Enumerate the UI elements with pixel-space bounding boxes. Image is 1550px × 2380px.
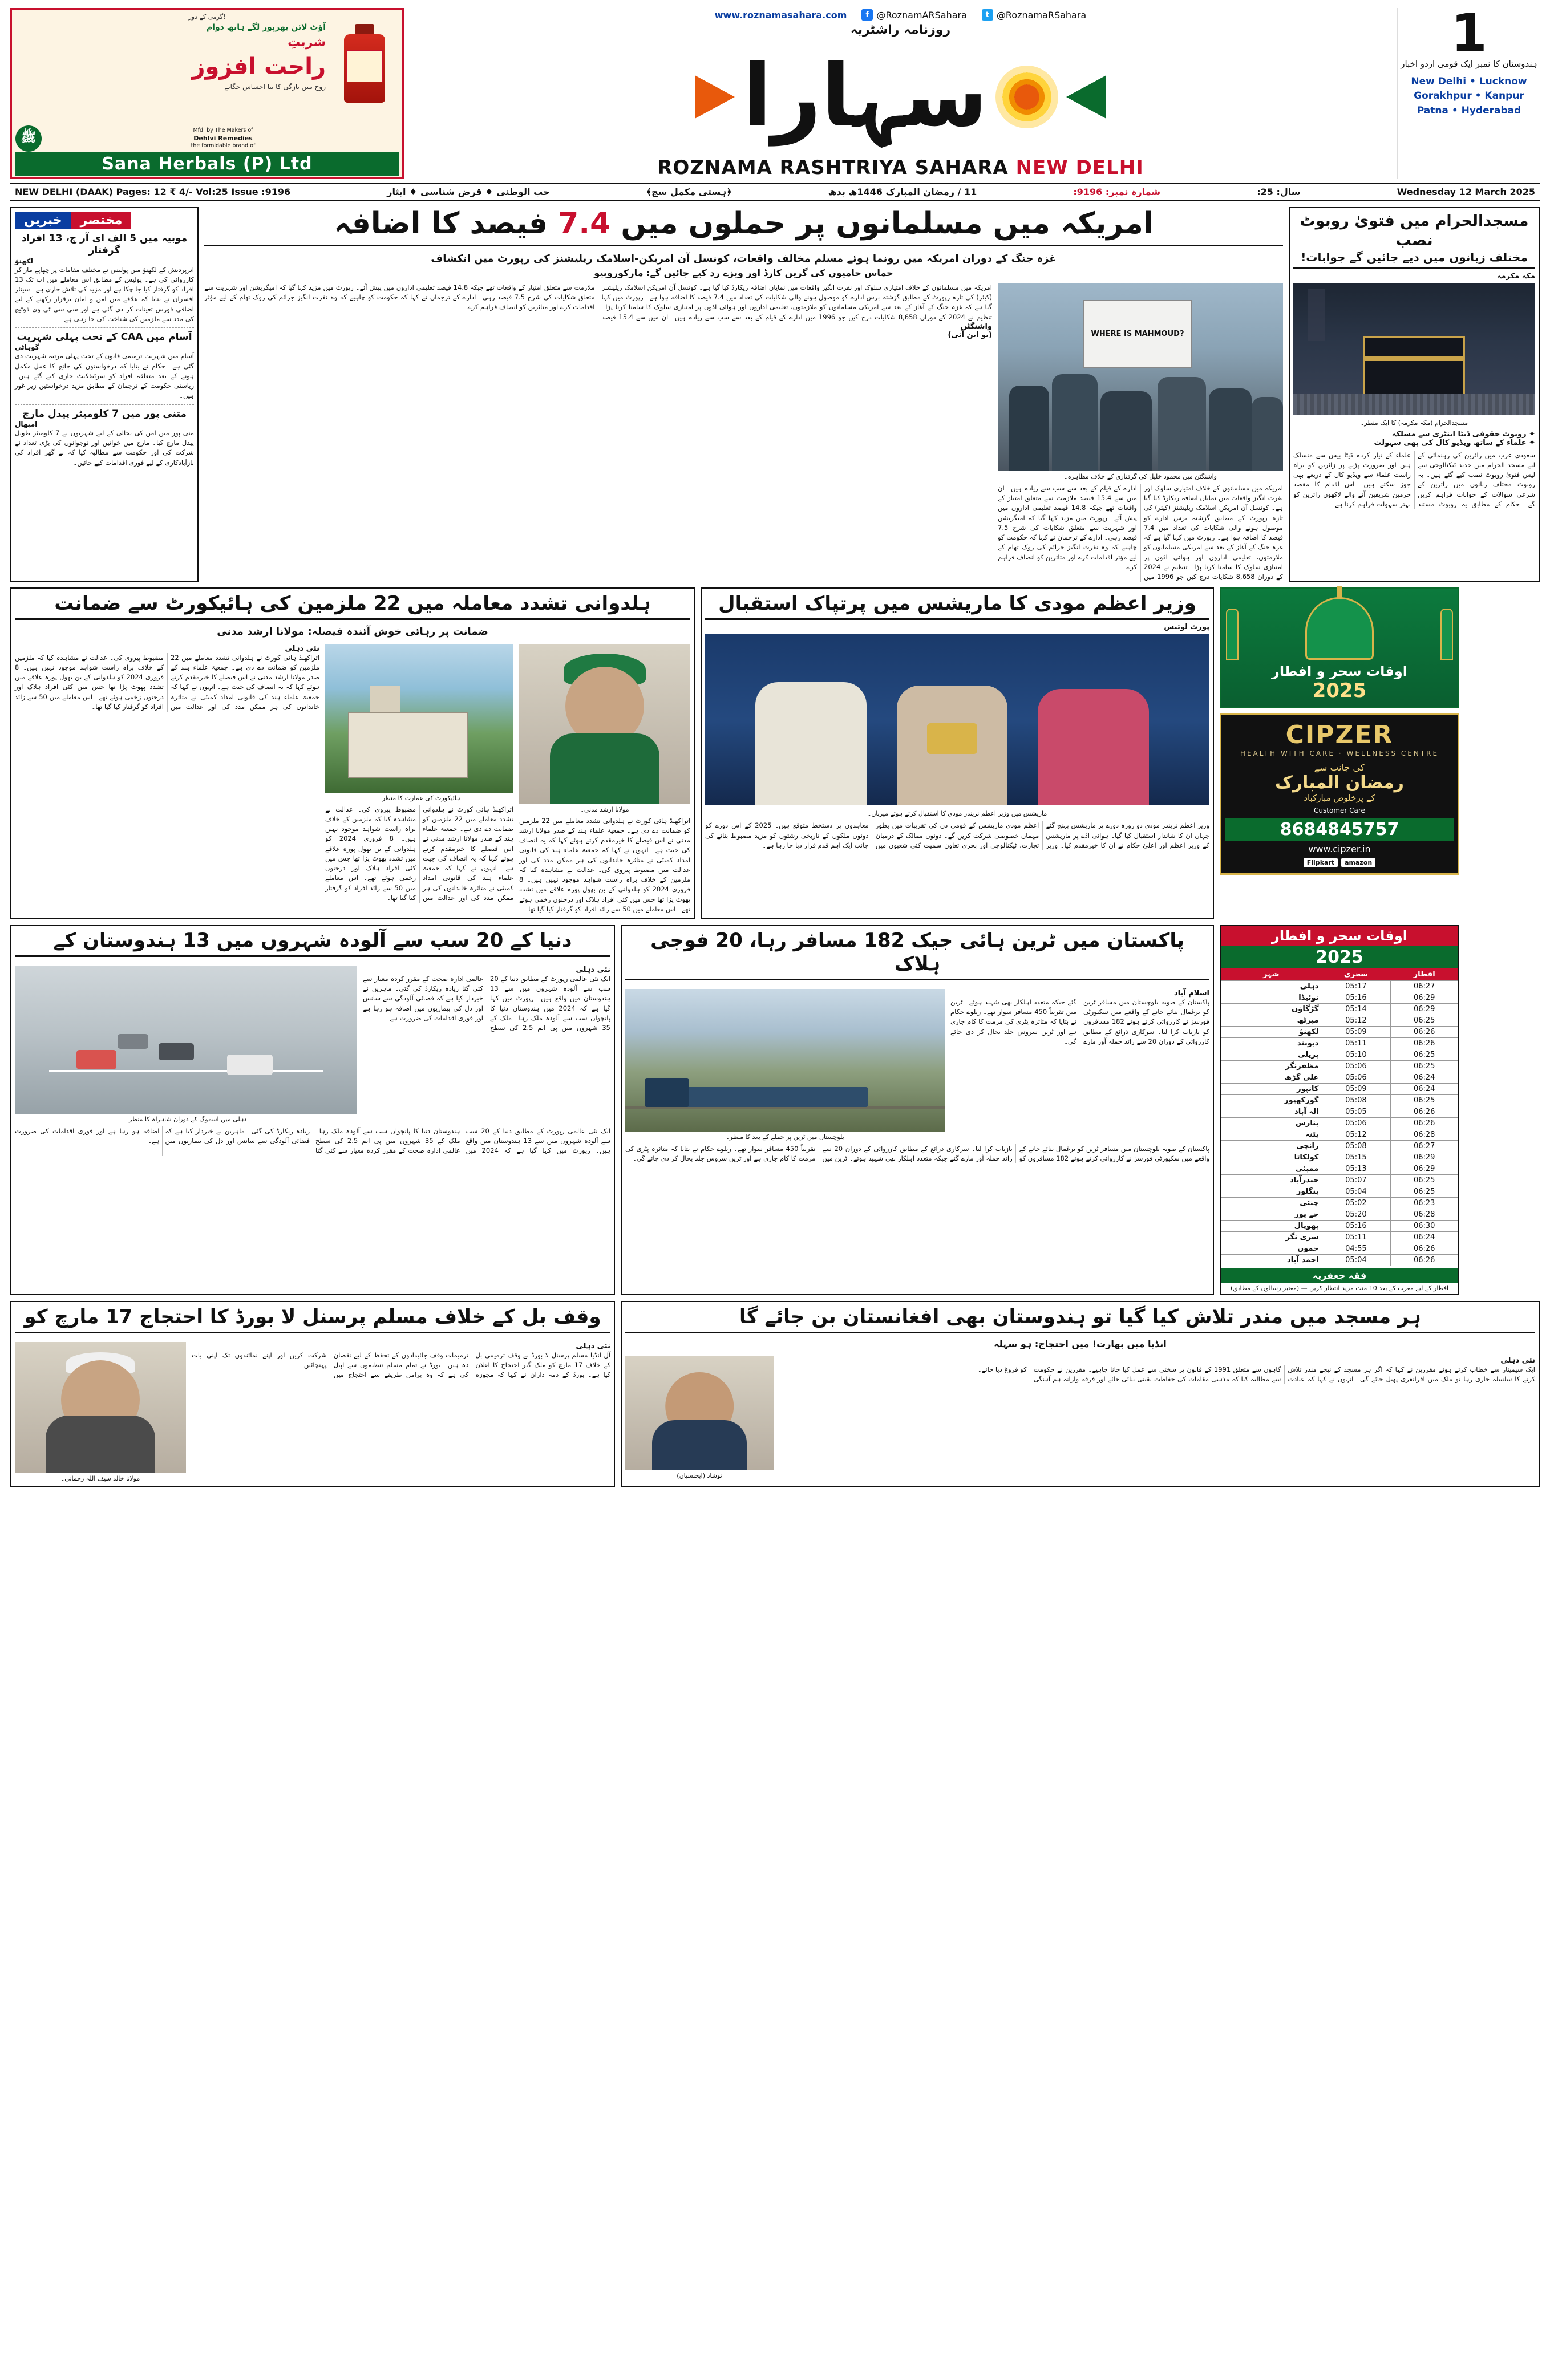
fiqh-note: افطار کے لیے مغرب کے بعد 10 منٹ مزید انتظار کریں — (معتبر رسالوں کے مطابق) [1221, 1283, 1458, 1294]
divider [1293, 267, 1535, 269]
waqf-dateline: نئی دہلی [576, 1341, 610, 1351]
sehri-time: 05:09 [1321, 1027, 1391, 1038]
brief-title: موبیہ میں 5 الف ای آر چ، 13 افراد گرفتار [21, 233, 188, 257]
iftar-time: 06:29 [1391, 1163, 1458, 1175]
city-name: گورکھپور [1221, 1095, 1321, 1106]
iftar-time: 06:26 [1391, 1118, 1458, 1129]
fiqh-title: فقہ جعفریہ [1221, 1268, 1458, 1283]
robot-body: سعودی عرب میں زائرین کی رہنمائی کے لیے مسجد الحرام میں جدید ٹیکنالوجی سے لیس فتویٰ روبوٹ نصب کیے گئے ہیں۔ یہ روبوٹ مختلف زبانوں میں زائرین کے شرعی سوالات کے جوابات فراہم کریں گے۔ حکام کے مطابق یہ روبوٹ مستند علماء کے تیار کردہ ڈیٹا بیس سے منسلک ہیں اور ضرورت پڑنے پر زائرین کو براہ راست علماء سے ویڈیو کال کے ذریعے بھی جوڑ سکتے ہیں۔ اس اقدام کا مقصد حرمین شریفین آنے والے لاکھوں زائرین کو بہتر سہولت فراہم کرنا ہے۔ [1293, 451, 1535, 508]
divider [705, 618, 1209, 620]
sehri-time: 05:14 [1321, 1004, 1391, 1015]
sehri-time: 04:55 [1321, 1243, 1391, 1255]
website-link[interactable]: www.roznamasahara.com [714, 9, 847, 21]
haldwani-bail-story[interactable] [10, 587, 695, 919]
sehri-time: 05:13 [1321, 1163, 1391, 1175]
speaker-portrait [625, 1356, 774, 1470]
sehri-banner-title: اوقات سحر و افطار [1272, 663, 1407, 680]
divider [15, 1332, 610, 1333]
train-dateline: اسلام آباد [1173, 988, 1209, 998]
sehri-time: 05:05 [1321, 1106, 1391, 1118]
edition-motto-2: ﴿ہستی مکمل سچ﴾ [646, 186, 732, 197]
col-iftar: افطار [1391, 968, 1458, 981]
table-row [1221, 1027, 1458, 1038]
sehri-time: 05:16 [1321, 992, 1391, 1004]
train-photo [625, 989, 945, 1132]
pollution-headline: دنیا کے 20 سب سے آلودہ شہروں میں 13 ہندوستان کے [53, 929, 572, 952]
lead-dateline: واشنگٹن [960, 322, 992, 331]
prayer-timetable [1220, 925, 1459, 1295]
table-row [1221, 1221, 1458, 1232]
sehri-time: 05:20 [1321, 1209, 1391, 1221]
brief-body: اترپردیش کے لکھنؤ میں پولیس نے مختلف مقامات پر چھاپے مار کر کارروائی کی ہے۔ پولیس کے مطابق اس معاملے میں اب تک 13 افراد کو گرفتار کیا جا چکا ہے اور مزید کی تلاش جاری ہے۔ سینئر افسران نے بتایا کہ علاقے میں امن و امان برقرار رکھنے کے لیے اضافی فورس تعینات کر دی گئی ہے اور سی سی ٹی وی فوٹیج کی مدد سے ملزمین کی شناخت کی جا رہی ہے۔ [15, 265, 194, 323]
masjid-sub: انڈیا میں بھارت! میں احتجاج: ہو سہلہ [994, 1338, 1167, 1349]
city-name: میرٹھ [1221, 1015, 1321, 1027]
divider [204, 245, 1283, 246]
iftar-time: 06:26 [1391, 1106, 1458, 1118]
city-name: بریلی [1221, 1049, 1321, 1061]
cities-line-1: New Delhi • Lucknow [1411, 75, 1527, 87]
table-row [1221, 1072, 1458, 1084]
pollution-body: ایک نئی عالمی رپورٹ کے مطابق دنیا کے 20 سب سے آلودہ شہروں میں سے 13 ہندوستان میں واقع ہیں۔ رپورٹ میں کہا گیا ہے کہ 2024 میں ہندوستان دنیا کا پانچواں سب سے آلودہ ملک رہا۔ ملک کے 35 شہروں میں پی ایم 2.5 کی سطح عالمی ادارہ صحت کے مقرر کردہ معیار سے کئی گنا زیادہ ریکارڈ کی گئی۔ ماہرین نے خبردار کیا ہے کہ فضائی آلودگی سے سانس اور دل کی بیماریوں میں اضافہ ہو رہا ہے اور فوری اقدامات کی ضرورت ہے۔ [363, 974, 610, 1032]
sehri-time: 05:06 [1321, 1072, 1391, 1084]
sehri-time: 05:07 [1321, 1175, 1391, 1186]
robot-bullet-1: ✦ روبوٹ حقوقی ڈیٹا اینٹری سے مسلکہ [1391, 429, 1535, 439]
iftar-time: 06:25 [1391, 1015, 1458, 1027]
iftar-time: 06:24 [1391, 1072, 1458, 1084]
robot-fatwa-story[interactable] [1289, 207, 1540, 582]
masjid-dateline: نئی دہلی [1500, 1356, 1535, 1365]
iftar-time: 06:28 [1391, 1209, 1458, 1221]
sehri-iftar-banner [1220, 587, 1459, 708]
ad-tagline: روح میں تازگی کا نیا احساس جگانے [224, 83, 326, 91]
iftar-time: 06:26 [1391, 1038, 1458, 1049]
iftar-time: 06:26 [1391, 1255, 1458, 1266]
lead-headline [204, 207, 1283, 241]
iftar-time: 06:25 [1391, 1175, 1458, 1186]
fourth-section [10, 1301, 1540, 1487]
sehri-time: 05:10 [1321, 1049, 1391, 1061]
kaaba-photo [1293, 283, 1535, 415]
sehri-time: 05:12 [1321, 1015, 1391, 1027]
iftar-time: 06:26 [1391, 1027, 1458, 1038]
robot-subhead: مختلف زبانوں میں دیے جائیں گے جوابات! [1301, 250, 1528, 264]
city-name: لکھنؤ [1221, 1027, 1321, 1038]
sehri-time: 05:15 [1321, 1152, 1391, 1163]
city-name: رانچی [1221, 1141, 1321, 1152]
brief-dateline: امپھال [15, 420, 38, 428]
divider [625, 1332, 1535, 1333]
bail-body-continued: اتراکھنڈ ہائی کورٹ نے ہلدوانی تشدد معاملے میں 22 ملزمین کو ضمانت دے دی ہے۔ جمعیۃ علماء ہند کے صدر مولانا ارشد مدنی نے اس فیصلے کا خیرمقدم کرتے ہوئے کہا کہ یہ انصاف کی جیت ہے۔ انہوں نے کہا کہ جمعیۃ علماء ہند کی قانونی امداد کمیٹی نے متاثرہ خاندانوں کی ہر ممکن مدد کی اور عدالت میں مضبوط پیروی کی۔ عدالت نے مشاہدہ کیا کہ ملزمین کے خلاف براہ راست شواہد موجود نہیں ہیں۔ 8 فروری 2024 کو ہلدوانی کے بن بھول پورہ علاقے میں تشدد پھوٹ پڑا تھا جس میں کئی افراد ہلاک اور درجنوں زخمی ہوئے تھے۔ اس معاملے میں 50 سے زائد افراد کو گرفتار کیا گیا تھا۔ [325, 805, 513, 902]
cities-line-2: Gorakhpur • Kanpur [1414, 90, 1524, 102]
sehri-time: 05:02 [1321, 1198, 1391, 1209]
table-row [1221, 1198, 1458, 1209]
table-row [1221, 1015, 1458, 1027]
edition-info-bar [10, 183, 1540, 201]
table-row [1221, 1118, 1458, 1129]
lead-body: امریکہ میں مسلمانوں کے خلاف امتیازی سلوک اور نفرت انگیز واقعات میں نمایاں اضافہ ریکارڈ کیا گیا ہے۔ کونسل آن امریکن اسلامک ریلیشنز (کیئر) کی تازہ رپورٹ کے مطابق گزشتہ برس ادارے کو موصول ہونے والی شکایات کی تعداد میں 7.4 فیصد کا اضافہ ہوا ہے۔ رپورٹ میں کہا گیا ہے کہ غزہ جنگ کے آغاز کے بعد سے امریکی مسلمانوں کو ملازمتوں، تعلیمی اداروں اور ہوائی اڈوں پر امتیازی سلوک کا سامنا کرنا پڑا۔ تنظیم نے 2024 کے دوران 8,658 شکایات درج کیں جو 1996 میں ادارے کے قیام کے بعد سے سب سے زیادہ ہیں۔ ان میں سے 15.4 فیصد ملازمت سے متعلق امتیاز کے واقعات تھے جبکہ 14.8 فیصد تعلیمی اداروں میں پیش آئے۔ رپورٹ میں مزید کہا گیا کہ امیگریشن اور شہریت سے متعلق شکایات کی شرح 7.5 فیصد رہی۔ ادارے کے ترجمان نے کہا کہ حکومت کو چاہیے کہ وہ نفرت انگیز جرائم کی روک تھام کے لیے مؤثر اقدامات کرے اور متاثرین کو انصاف فراہم کرے۔ [204, 283, 993, 321]
masjid-mandir-story[interactable] [621, 1301, 1540, 1487]
modi-photo [705, 634, 1209, 805]
table-row [1221, 992, 1458, 1004]
col-city: شہر [1221, 968, 1321, 981]
edition-left-info: NEW DELHI (DAAK) Pages: 12 ₹ 4/- Vol:25 Issue :9196 [15, 186, 291, 197]
madani-photo-caption: مولانا ارشد مدنی۔ [580, 805, 629, 813]
brief-body: منی پور میں امن کی بحالی کے لیے شہریوں نے 7 کلومیٹر طویل پیدل مارچ کیا۔ مارچ میں خواتین اور نوجوانوں کی بڑی تعداد نے شرکت کی اور حکومت سے مطالبہ کیا کہ بے گھر افراد کی بازآبادکاری کے لیے فوری اقدامات کیے جائیں۔ [15, 428, 194, 467]
divider [15, 955, 610, 957]
cipzer-care-label: Customer Care [1314, 806, 1365, 815]
pollution-body-continued: ایک نئی عالمی رپورٹ کے مطابق دنیا کے 20 سب سے آلودہ شہروں میں سے 13 ہندوستان میں واقع ہیں۔ رپورٹ میں کہا گیا ہے کہ 2024 میں ہندوستان دنیا کا پانچواں سب سے آلودہ ملک رہا۔ ملک کے 35 شہروں میں پی ایم 2.5 کی سطح عالمی ادارہ صحت کے مقرر کردہ معیار سے کئی گنا زیادہ ریکارڈ کی گئی۔ ماہرین نے خبردار کیا ہے کہ فضائی آلودگی سے سانس اور دل کی بیماریوں میں اضافہ ہو رہا ہے اور فوری اقدامات کی ضرورت ہے۔ [15, 1126, 611, 1155]
table-row [1221, 1255, 1458, 1266]
pollution-dateline: نئی دہلی [576, 965, 610, 974]
ad-line-1: آؤٹ لائن بھرپور لگے ہاتھ دوام [206, 23, 326, 32]
brief-dateline: لکھنؤ [15, 257, 33, 265]
pollution-story[interactable] [10, 925, 615, 1295]
table-row [1221, 1186, 1458, 1198]
prayer-times-table [1221, 968, 1458, 1266]
bail-body-side: اتراکھنڈ ہائی کورٹ نے ہلدوانی تشدد معاملے میں 22 ملزمین کو ضمانت دے دی ہے۔ جمعیۃ علماء ہند کے صدر مولانا ارشد مدنی نے اس فیصلے کا خیرمقدم کرتے ہوئے کہا کہ یہ انصاف کی جیت ہے۔ انہوں نے کہا کہ جمعیۃ علماء ہند کی قانونی امداد کمیٹی نے متاثرہ خاندانوں کی ہر ممکن مدد کی اور عدالت میں مضبوط پیروی کی۔ عدالت نے مشاہدہ کیا کہ ملزمین کے خلاف براہ راست شواہد موجود نہیں ہیں۔ 8 فروری 2024 کو ہلدوانی کے بن بھول پورہ علاقے میں تشدد پھوٹ پڑا تھا جس میں کئی افراد ہلاک اور درجنوں زخمی ہوئے تھے۔ اس معاملے میں 50 سے زائد افراد کو گرفتار کیا گیا تھا۔ [519, 816, 690, 913]
train-body-continued: پاکستان کے صوبہ بلوچستان میں مسافر ٹرین کو یرغمال بنائے جانے کے واقعے میں سکیورٹی فورسز نے کارروائی کرتے ہوئے 182 مسافروں کو بازیاب کرا لیا۔ سرکاری ذرائع کے مطابق کارروائی کے دوران 20 سے زائد حملہ آور مارے گئے جبکہ متعدد اہلکار بھی شہید ہوئے۔ ٹرین میں تقریباً 450 مسافر سوار تھے۔ ریلوے حکام نے بتایا کہ متاثرہ پٹری کی مرمت کا کام جاری ہے اور ٹرین سروس جلد بحال کر دی جائے گی۔ [625, 1144, 1209, 1163]
city-name: بنارس [1221, 1118, 1321, 1129]
cipzer-urdu-1: کی جانب سے [1314, 762, 1365, 773]
iftar-time: 06:24 [1391, 1232, 1458, 1243]
lead-photo-caption: واشنگٹن میں محمود خلیل کی گرفتاری کے خلاف مظاہرہ۔ [1064, 472, 1217, 480]
masthead-title-roman [410, 156, 1391, 179]
cipzer-phone[interactable]: 8684845757 [1225, 818, 1454, 841]
robot-dateline: مکہ مکرمہ [1496, 271, 1535, 281]
edition-number: 1 [1450, 3, 1487, 64]
table-row [1221, 1163, 1458, 1175]
smog-photo [15, 966, 357, 1114]
divider [625, 979, 1209, 980]
iftar-time: 06:28 [1391, 1129, 1458, 1141]
rahmani-portrait [15, 1342, 186, 1473]
edition-urdu-line: ہندوستان کا نمبر ایک قومی اردو اخبار [1401, 58, 1537, 69]
iftar-time: 06:29 [1391, 1004, 1458, 1015]
twitter-handle[interactable]: @RoznamaRSahara [996, 9, 1087, 21]
table-row [1221, 1106, 1458, 1118]
masthead-urdu-sub: روزنامہ راشٹریہ [850, 23, 951, 37]
city-name: سری نگر [1221, 1232, 1321, 1243]
lead-headline-part2: فیصد کا اضافہ [334, 206, 548, 241]
cipzer-urdu-2: رمضان المبارک [1275, 773, 1404, 793]
brief-news-tabs [15, 212, 194, 229]
train-photo-caption: بلوچستان میں ٹرین پر حملے کے بعد کا منظر۔ [726, 1133, 844, 1141]
city-name: پٹنہ [1221, 1129, 1321, 1141]
cipzer-website[interactable]: www.cipzer.in [1308, 844, 1371, 855]
iftar-time: 06:26 [1391, 1243, 1458, 1255]
table-row [1221, 1084, 1458, 1095]
volume-label: سال: 25: [1257, 186, 1301, 197]
sana-herbals-ad[interactable] [10, 8, 404, 179]
train-hijack-story[interactable] [621, 925, 1214, 1295]
roman-title: ROZNAMA RASHTRIYA SAHARA [657, 156, 1009, 179]
bail-headline: ہلدوانی تشدد معاملہ میں 22 ملزمین کی ہائیکورٹ سے ضمانت [54, 592, 651, 615]
sehri-time: 05:08 [1321, 1095, 1391, 1106]
table-row [1221, 1175, 1458, 1186]
iftar-time: 06:25 [1391, 1061, 1458, 1072]
hijri-date: 11 / رمضان المبارک 1446ھ بدھ [828, 186, 977, 197]
edition-block [1397, 3, 1540, 179]
ad-line-3: راحت افزوز [192, 54, 326, 80]
rahmani-photo-caption: مولانا خالد سیف اللہ رحمانی۔ [60, 1474, 140, 1482]
col-sehri: سحری [1321, 968, 1391, 981]
train-headline-part1: پاکستان میں ٹرین ہائی جیک [911, 929, 1184, 952]
city-name: بھوپال [1221, 1221, 1321, 1232]
sehri-banner-year: 2025 [1312, 679, 1367, 703]
dehlvi-logo-icon: ﷺ [15, 125, 42, 152]
iftar-time: 06:25 [1391, 1049, 1458, 1061]
city-name: مظفرنگر [1221, 1061, 1321, 1072]
city-name: گڑگاؤں [1221, 1004, 1321, 1015]
masjid-headline: ہر مسجد میں مندر تلاش کیا گیا تو ہندوستان بھی افغانستان بن جائے گا [739, 1305, 1421, 1329]
cipzer-urdu-3: کے پرخلوص مبارکباد [1304, 793, 1375, 804]
table-row [1221, 1038, 1458, 1049]
table-row [1221, 1129, 1458, 1141]
prayer-table-year: 2025 [1221, 946, 1458, 968]
iftar-time: 06:27 [1391, 1141, 1458, 1152]
brief-title: آسام میں CAA کے تحت پہلی شہریت [17, 331, 192, 343]
ad-mfd: Mfd. by The Makers of [193, 127, 253, 134]
masthead-links [410, 8, 1391, 21]
city-name: بنگلور [1221, 1186, 1321, 1198]
third-section [10, 925, 1540, 1295]
second-section [10, 587, 1540, 919]
modi-body: وزیر اعظم نریندر مودی دو روزہ دورے پر ماریشس پہنچ گئے جہاں ان کا شاندار استقبال کیا گیا۔ ہوائی اڈے پر ماریشس کے وزیر اعظم اور اعلیٰ حکام نے ان کا خیرمقدم کیا۔ وزیر اعظم مودی ماریشس کے قومی دن کی تقریبات میں بطور مہمان خصوصی شرکت کریں گے۔ دونوں ممالک کے درمیان تجارت، ٹیکنالوجی اور بحری تعاون سمیت کئی شعبوں میں معاہدوں پر دستخط متوقع ہیں۔ 2025 کے اس دورے کو دونوں ملکوں کے تاریخی رشتوں کو مزید مضبوط بنانے کی جانب ایک اہم قدم قرار دیا جا رہا ہے۔ [705, 821, 1209, 849]
city-name: نوئیڈا [1221, 992, 1321, 1004]
cipzer-subtitle: HEALTH WITH CARE · WELLNESS CENTRE [1240, 749, 1439, 758]
smog-photo-caption: دہلی میں اسموگ کے دوران شاہراہ کا منظر۔ [125, 1115, 247, 1123]
city-name: چنئی [1221, 1198, 1321, 1209]
brief-title: متنی پور میں 7 کلومیٹر پیدل مارچ [22, 408, 187, 420]
city-name: جے پور [1221, 1209, 1321, 1221]
sehri-time: 05:11 [1321, 1038, 1391, 1049]
brief-body: آسام میں شہریت ترمیمی قانون کے تحت پہلی مرتبہ شہریت دی گئی ہے۔ حکام نے بتایا کہ درخواستوں کی جانچ کا عمل مکمل ہونے کے بعد متعلقہ افراد کو سرٹیفکیٹ جاری کیے گئے ہیں۔ ریاستی حکومت کے ترجمان کے مطابق مزید درخواستیں زیر غور ہیں۔ [15, 352, 194, 400]
lead-kicker: غزہ جنگ کے دوران امریکہ میں رونما ہوئے مسلم مخالف واقعات، کونسل آن امریکن-اسلامک ریلیشنز کی رپورٹ میں انکشاف [431, 252, 1057, 265]
issue-serial: شمارہ نمبر: 9196: [1073, 186, 1161, 197]
ad-line-2: شربتِ [288, 35, 326, 50]
twitter-icon[interactable]: t [982, 9, 993, 21]
masthead [10, 3, 1540, 179]
table-row [1221, 1232, 1458, 1243]
table-row [1221, 1049, 1458, 1061]
nameplate [410, 8, 1391, 179]
top-section [10, 207, 1540, 582]
right-ad-column [1220, 587, 1459, 919]
ad-brand-name: Sana Herbals (P) Ltd [15, 152, 399, 176]
robot-bullet-2: ✦ علماء کے ساتھ ویڈیو کال کی بھی سہولت [1374, 438, 1535, 447]
sehri-time: 05:04 [1321, 1255, 1391, 1266]
divider [15, 618, 690, 620]
table-row [1221, 1209, 1458, 1221]
sehri-time: 05:04 [1321, 1186, 1391, 1198]
table-row [1221, 1152, 1458, 1163]
list-item[interactable] [15, 229, 194, 328]
city-name: الہ آباد [1221, 1106, 1321, 1118]
iftar-time: 06:25 [1391, 1186, 1458, 1198]
modi-headline: وزیر اعظم مودی کا ماریشس میں پرتپاک استقبال [718, 592, 1196, 615]
lead-body-continued: امریکہ میں مسلمانوں کے خلاف امتیازی سلوک اور نفرت انگیز واقعات میں نمایاں اضافہ ریکارڈ کیا گیا ہے۔ کونسل آن امریکن اسلامک ریلیشنز (کیئر) کی تازہ رپورٹ کے مطابق گزشتہ برس ادارے کو موصول ہونے والی شکایات کی تعداد میں 7.4 فیصد کا اضافہ ہوا ہے۔ رپورٹ میں کہا گیا ہے کہ غزہ جنگ کے آغاز کے بعد سے امریکی مسلمانوں کو ملازمتوں، تعلیمی اداروں اور ہوائی اڈوں پر امتیازی سلوک کا سامنا کرنا پڑا۔ تنظیم نے 2024 کے دوران 8,658 شکایات درج کیں جو 1996 میں ادارے کے قیام کے بعد سے سب سے زیادہ ہیں۔ ان میں سے 15.4 فیصد ملازمت سے متعلق امتیاز کے واقعات تھے جبکہ 14.8 فیصد تعلیمی اداروں میں پیش آئے۔ رپورٹ میں مزید کہا گیا کہ امیگریشن اور شہریت سے متعلق شکایات کی شرح 7.5 فیصد رہی۔ ادارے کے ترجمان نے کہا کہ حکومت کو چاہیے کہ وہ نفرت انگیز جرائم کی روک تھام کے لیے مؤثر اقدامات کرے اور متاثرین کو انصاف فراہم کرے۔ [998, 484, 1283, 581]
sehri-time: 05:12 [1321, 1129, 1391, 1141]
table-row [1221, 1061, 1458, 1072]
prayer-table-title: اوقات سحر و افطار [1221, 926, 1458, 946]
sehri-time: 05:11 [1321, 1232, 1391, 1243]
tab-mukhtasar[interactable]: مختصر [71, 212, 132, 229]
highcourt-photo-caption: ہائیکورٹ کی عمارت کا منظر۔ [378, 794, 460, 802]
ad-address [15, 178, 399, 179]
table-row [1221, 1095, 1458, 1106]
iftar-time: 06:29 [1391, 992, 1458, 1004]
iftar-time: 06:27 [1391, 981, 1458, 992]
amazon-badge[interactable]: amazon [1341, 858, 1375, 867]
waqf-body: آل انڈیا مسلم پرسنل لا بورڈ نے وقف ترمیمی بل کے خلاف 17 مارچ کو ملک گیر احتجاج کا اعلان کیا ہے۔ بورڈ کے ذمہ داران نے کہا کہ مجوزہ ترمیمات وقف جائیدادوں کے تحفظ کے لیے نقصان دہ ہیں۔ بورڈ نے تمام مسلم تنظیموں سے اپیل کی ہے کہ وہ پرامن طریقے سے احتجاج میں شرکت کریں اور اپنے نمائندوں تک اپنی بات پہنچائیں۔ [192, 1351, 610, 1379]
table-row [1221, 1141, 1458, 1152]
city-name: دیوبند [1221, 1038, 1321, 1049]
sehri-time: 05:09 [1321, 1084, 1391, 1095]
cipzer-ad[interactable] [1220, 713, 1459, 875]
edition-motto: حب الوطنی ♦ قرض شناسی ♦ ایثار [387, 186, 550, 197]
iftar-time: 06:25 [1391, 1095, 1458, 1106]
bail-body: اتراکھنڈ ہائی کورٹ نے ہلدوانی تشدد معاملے میں 22 ملزمین کو ضمانت دے دی ہے۔ جمعیۃ علماء ہند کے صدر مولانا ارشد مدنی نے اس فیصلے کا خیرمقدم کرتے ہوئے کہا کہ یہ انصاف کی جیت ہے۔ انہوں نے کہا کہ جمعیۃ علماء ہند کی قانونی امداد کمیٹی نے متاثرہ خاندانوں کی ہر ممکن مدد کی اور عدالت میں مضبوط پیروی کی۔ عدالت نے مشاہدہ کیا کہ ملزمین کے خلاف براہ راست شواہد موجود نہیں ہیں۔ 8 فروری 2024 کو ہلدوانی کے بن بھول پورہ علاقے میں تشدد پھوٹ پڑا تھا جس میں کئی افراد ہلاک اور درجنوں زخمی ہوئے تھے۔ اس معاملے میں 50 سے زائد افراد کو گرفتار کیا گیا تھا۔ [15, 653, 319, 711]
bottle-graphic [330, 24, 399, 120]
table-row [1221, 1004, 1458, 1015]
city-name: علی گڑھ [1221, 1072, 1321, 1084]
iftar-time: 06:23 [1391, 1198, 1458, 1209]
madani-portrait [519, 644, 690, 804]
modi-photo-caption: ماریشس میں وزیر اعظم نریندر مودی کا استقبال کرتے ہوئے میزبان۔ [867, 810, 1047, 818]
modi-mauritius-story[interactable] [701, 587, 1214, 919]
flag-triangle-green-icon [1066, 75, 1106, 119]
lead-sub-kicker: حماس حامیوں کی گرین کارڈ اور ویزے رد کیے جائیں گے: مارکوروبیو [594, 267, 893, 279]
waqf-headline: وقف بل کے خلاف مسلم پرسنل لا بورڈ کا احتجاج 17 مارچ کو [24, 1305, 601, 1329]
tab-khabrain[interactable]: خبریں [15, 212, 71, 229]
roman-edition: NEW DELHI [1015, 156, 1144, 179]
iftar-time: 06:29 [1391, 1152, 1458, 1163]
city-name: احمد آباد [1221, 1255, 1321, 1266]
table-row [1221, 981, 1458, 992]
sehri-time: 05:06 [1321, 1118, 1391, 1129]
flipkart-badge[interactable]: Flipkart [1304, 858, 1338, 867]
sehri-time: 05:17 [1321, 981, 1391, 992]
lead-photo: WHERE IS MAHMOUD? [998, 283, 1283, 471]
iftar-time: 06:30 [1391, 1221, 1458, 1232]
table-row [1221, 1243, 1458, 1255]
city-name: حیدرآباد [1221, 1175, 1321, 1186]
city-name: کولکاتا [1221, 1152, 1321, 1163]
list-item[interactable] [15, 405, 194, 471]
ad-top-line: گرمی کے دور! [188, 13, 226, 21]
city-name: کانپور [1221, 1084, 1321, 1095]
waqf-protest-story[interactable] [10, 1301, 615, 1487]
highcourt-photo [325, 644, 513, 793]
cities-line-3: Patna • Hyderabad [1417, 104, 1521, 116]
facebook-handle[interactable]: @RoznamARSahara [876, 9, 967, 21]
lead-agency: (یو این آئی) [948, 330, 992, 339]
city-name: جموں [1221, 1243, 1321, 1255]
speaker-photo-caption: نوشاد (ایجنسیاں) [677, 1471, 722, 1479]
cipzer-brand: CIPZER [1285, 720, 1394, 750]
train-headline [625, 929, 1209, 976]
sehri-time: 05:06 [1321, 1061, 1391, 1072]
train-headline-part2: مسافر رہا، 20 فوجی ہلاک [650, 929, 941, 975]
facebook-icon[interactable]: f [861, 9, 873, 21]
iftar-time: 06:24 [1391, 1084, 1458, 1095]
lead-headline-part1: امریکہ میں مسلمانوں پر حملوں میں [621, 206, 1154, 241]
sehri-time: 05:16 [1321, 1221, 1391, 1232]
brief-dateline: گوہاٹی [15, 343, 39, 352]
gregorian-date: Wednesday 12 March 2025 [1397, 186, 1535, 197]
sehri-time: 05:08 [1321, 1141, 1391, 1152]
train-body: پاکستان کے صوبہ بلوچستان میں مسافر ٹرین کو یرغمال بنائے جانے کے واقعے میں سکیورٹی فورسز نے کارروائی کرتے ہوئے 182 مسافروں کو بازیاب کرا لیا۔ سرکاری ذرائع کے مطابق کارروائی کے دوران 20 سے زائد حملہ آور مارے گئے جبکہ متعدد اہلکار بھی شہید ہوئے۔ ٹرین میں تقریباً 450 مسافر سوار تھے۔ ریلوے حکام نے بتایا کہ متاثرہ پٹری کی مرمت کا کام جاری ہے اور ٹرین سروس جلد بحال کر دی جائے گی۔ [950, 998, 1210, 1045]
robot-headline: مسجدالحرام میں فتویٰ روبوٹ نصب [1300, 212, 1529, 249]
flag-triangle-saffron-icon [695, 75, 735, 119]
lead-headline-number: 7.4 [558, 206, 611, 241]
city-name: دہلی [1221, 981, 1321, 992]
train-headline-number: 182 [864, 929, 905, 952]
ad-maker: Dehlvi Remedies [193, 134, 253, 142]
kaaba-photo-caption: مسجدالحرام (مکہ مکرمہ) کا ایک منظر۔ [1360, 419, 1468, 427]
brief-news-column [10, 207, 199, 582]
ad-formidable: the formidable brand of [191, 143, 256, 149]
bail-subhead: ضمانت پر رہائی خوش آئندہ فیصلہ: مولانا ارشد مدنی [217, 626, 488, 638]
lead-story[interactable] [204, 207, 1283, 582]
modi-dateline: پورٹ لوئیس [1164, 623, 1209, 632]
masthead-title-urdu: سہارا [742, 46, 988, 146]
masjid-body: ایک سیمینار سے خطاب کرتے ہوئے مقررین نے کہا کہ اگر ہر مسجد کے نیچے مندر تلاش کرنے کا سلسلہ جاری رہا تو ملک میں افراتفری پھیل جائے گی۔ انہوں نے کہا کہ عبادت گاہوں سے متعلق 1991 کے قانون پر سختی سے عمل کیا جانا چاہیے۔ مقررین نے حکومت سے مطالبہ کیا کہ مذہبی مقامات کی حفاظت یقینی بنائی جائے اور فرقہ وارانہ ہم آہنگی کو فروغ دیا جائے۔ [977, 1365, 1535, 1384]
sun-logo-icon [995, 66, 1058, 128]
list-item[interactable] [15, 328, 194, 405]
city-name: ممبئی [1221, 1163, 1321, 1175]
bail-dateline: نئی دہلی [285, 644, 319, 653]
